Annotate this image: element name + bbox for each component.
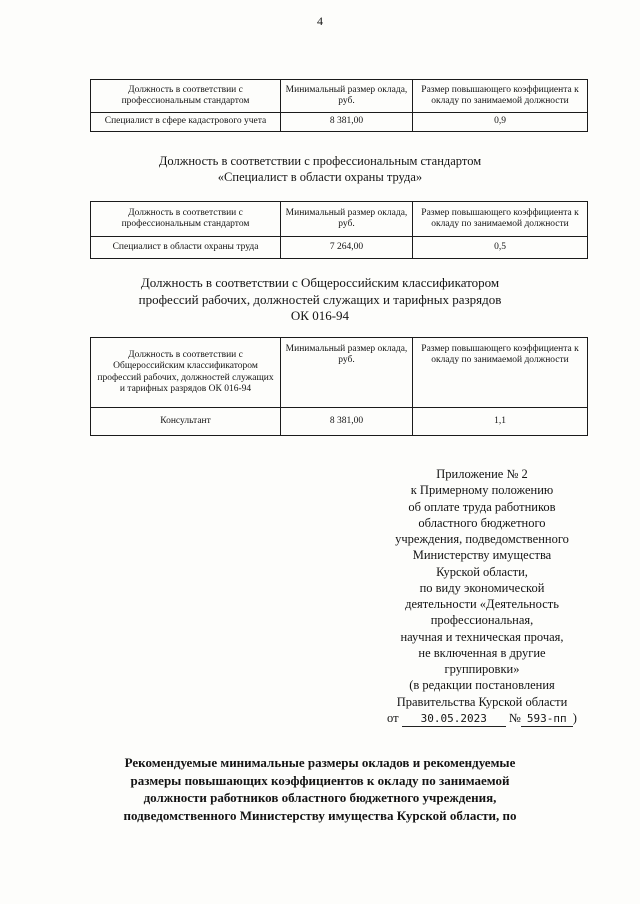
cell-position: Специалист в сфере кадастрового учета: [91, 113, 281, 132]
date-prefix: от: [387, 710, 399, 725]
cell-coefficient: 0,5: [413, 237, 588, 259]
column-header-coefficient: Размер повышающего коэффициента к окладу по занимаемой должности: [413, 80, 588, 113]
column-header-position: Должность в соответствии с профессиональным стандартом: [91, 80, 281, 113]
column-header-position: Должность в соответствии с профессиональным стандартом: [91, 202, 281, 237]
table-row: [91, 113, 588, 132]
closing-paren: ): [572, 710, 577, 725]
table-header-row: [91, 80, 588, 113]
appendix-line: профессиональная,: [430, 613, 534, 628]
cell-position: Специалист в области охраны труда: [91, 237, 281, 259]
heading-line: ОК 016-94: [290, 308, 350, 324]
appendix-block: [372, 466, 592, 727]
title-line: должности работников областного бюджетного учреждения,: [143, 790, 497, 806]
table-header-row: [91, 338, 588, 408]
cell-coefficient: 1,1: [413, 408, 588, 436]
section-heading-ok-016-94: [0, 275, 640, 325]
title-line: Рекомендуемые минимальные размеры окладов и рекомендуемые: [124, 755, 516, 770]
heading-line: «Специалист в области охраны труда»: [217, 170, 423, 185]
appendix-line: областного бюджетного: [418, 515, 546, 530]
appendix-line: деятельности «Деятельность: [405, 597, 559, 611]
cell-min-salary: 8 381,00: [281, 113, 413, 132]
cell-coefficient: 0,9: [413, 113, 588, 132]
appendix-line: об оплате труда работников: [408, 499, 556, 514]
column-header-min-salary: Минимальный размер оклада, руб.: [281, 338, 413, 408]
appendix-line: Министерству имущества: [412, 548, 552, 563]
appendix-line: не включенная в другие: [418, 645, 546, 660]
salary-table-1: [90, 79, 588, 132]
page-number: 4: [317, 14, 323, 28]
appendix-line: научная и техническая прочая,: [400, 629, 564, 644]
appendix-line: Правительства Курской области: [396, 694, 568, 709]
salary-table-2: [90, 201, 588, 259]
appendix-line: по виду экономической: [419, 580, 545, 595]
appendix-line: (в редакции постановления: [409, 678, 555, 693]
heading-line: профессий рабочих, должностей служащих и тарифных разрядов: [138, 291, 502, 307]
table-header-row: [91, 202, 588, 237]
column-header-coefficient: Размер повышающего коэффициента к окладу по занимаемой должности: [413, 338, 588, 408]
title-line: подведомственного Министерству имущества Курской области, по: [123, 808, 517, 824]
salary-table-3: [90, 337, 588, 436]
column-header-position: Должность в соответствии с Общероссийским классификатором профессий рабочих, должностей служащих и тарифных разрядов ОК 016-94: [91, 338, 281, 408]
heading-line: Должность в соответствии с Общероссийским классификатором: [140, 275, 500, 290]
resolution-number: 593-пп: [521, 712, 573, 727]
cell-position: Консультант: [91, 408, 281, 436]
column-header-min-salary: Минимальный размер оклада, руб.: [281, 202, 413, 237]
table-row: [91, 237, 588, 259]
cell-min-salary: 8 381,00: [281, 408, 413, 436]
resolution-date-line: [372, 710, 592, 727]
appendix-line: Курской области,: [436, 564, 528, 579]
appendix-line: учреждения, подведомственного: [395, 532, 569, 546]
title-line: размеры повышающих коэффициентов к окладу по занимаемой: [130, 772, 510, 788]
appendix-line: к Примерному положению: [410, 483, 554, 498]
heading-line: Должность в соответствии с профессиональным стандартом: [158, 154, 482, 168]
column-header-coefficient: Размер повышающего коэффициента к окладу по занимаемой должности: [413, 202, 588, 237]
resolution-date: 30.05.2023: [402, 712, 506, 727]
appendix-line: Приложение № 2: [436, 467, 528, 481]
cell-min-salary: 7 264,00: [281, 237, 413, 259]
document-title: [0, 754, 640, 825]
section-heading-labor-safety: [0, 153, 640, 186]
column-header-min-salary: Минимальный размер оклада, руб.: [281, 80, 413, 113]
appendix-line: группировки»: [444, 662, 520, 676]
number-prefix: №: [508, 710, 521, 725]
table-row: [91, 408, 588, 436]
